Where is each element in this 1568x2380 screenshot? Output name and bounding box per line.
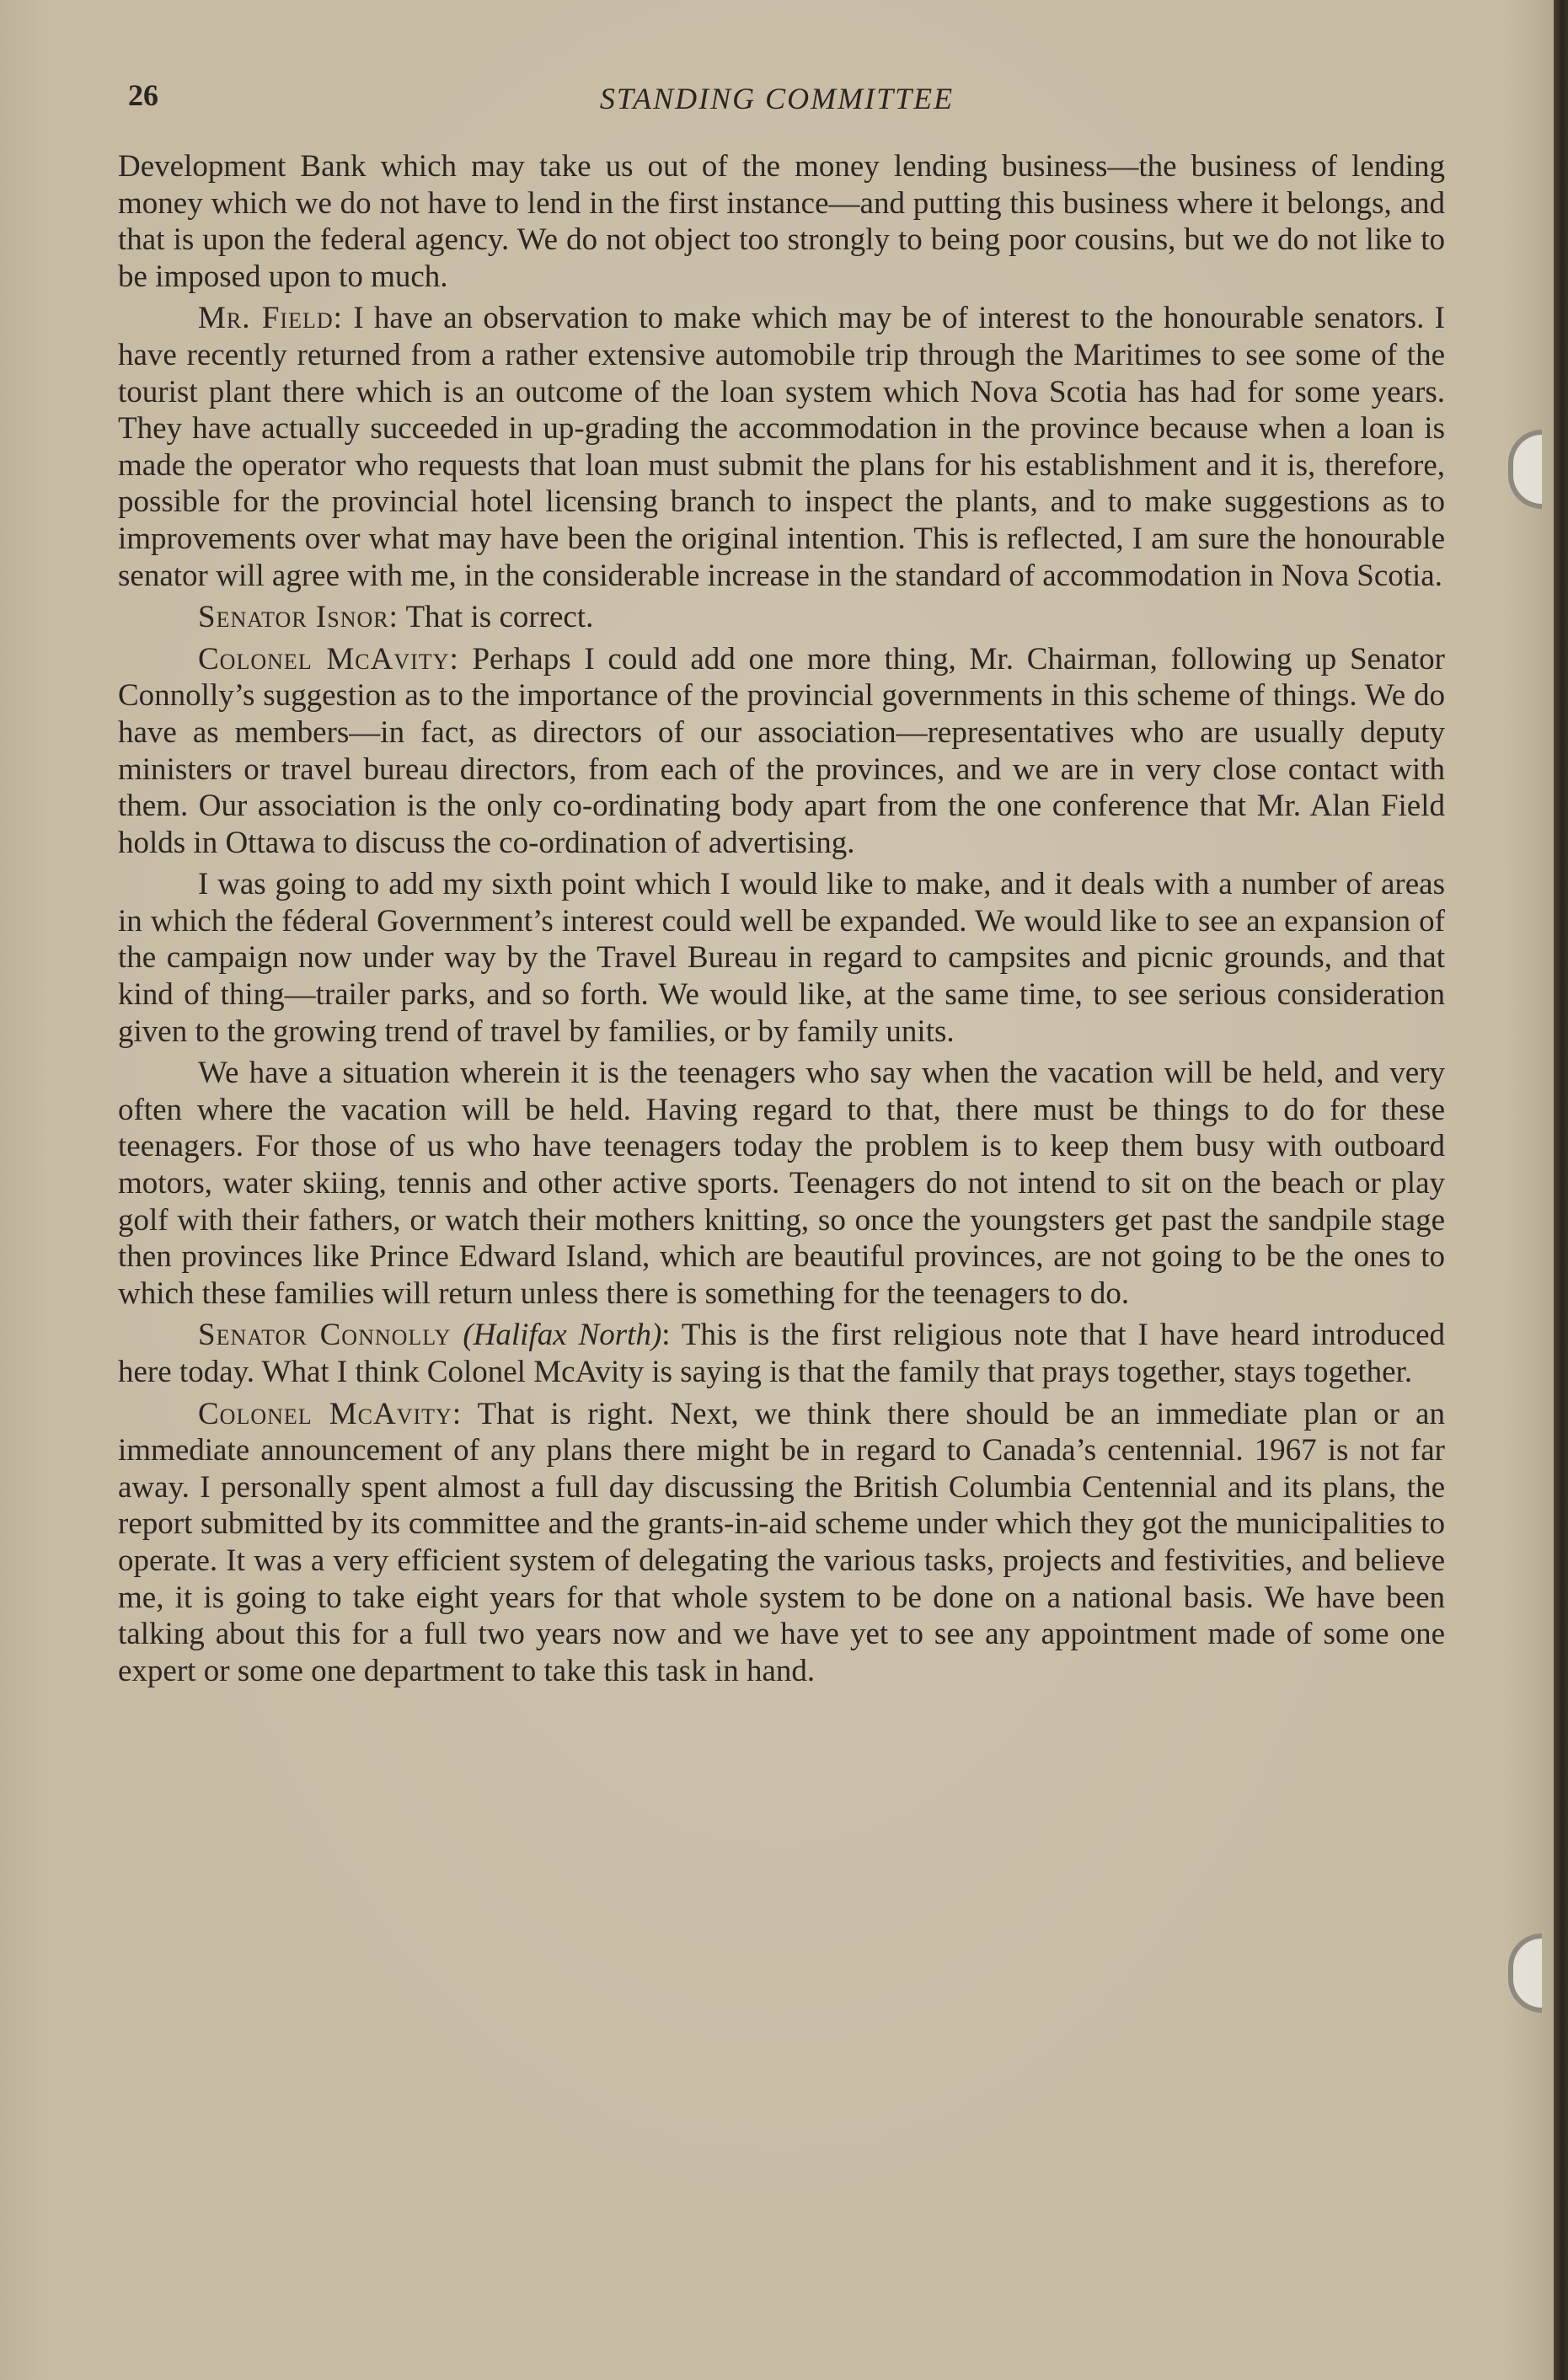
paragraph [118, 1317, 1445, 1390]
paragraph [118, 1396, 1445, 1690]
running-head: STANDING COMMITTEE [599, 82, 955, 115]
paragraph-text: That is right. Next, we think there should be an immediate plan or an immediate announcement of any plans there might be in regard to Canada’s centennial. 1967 is not far away. I personally spent almost a full day discussing the British Columbia Centennial and its plans, the report submitted by its committee and the grants-in-aid scheme under which they got the municipalities to operate. It was a very efficient system of delegating the various tasks, projects and festivities, and believe me, it is going to take eight years for that whole system to be done on a national basis. We have been talking about this for a full two years now and we have yet to see any appointment made of some one expert or some one department to take this task in hand. [118, 1396, 1445, 1688]
speaker-name: Colonel McAvity: [198, 1396, 463, 1431]
paragraph [118, 148, 1445, 295]
paragraph-text: I have an observation to make which may be of interest to the honourable senators. I have recently returned from a rather extensive automobile trip through the Maritimes to see some of the tourist plant there which is an outcome of the loan system which Nova Scotia has had for some years. They have actually succeeded in up-grading the accommodation in the province because when a loan is made the operator who requests that loan must submit the plans for his establishment and it is, therefore, possible for the provincial hotel licensing branch to inspect the plants, and to make suggestions as to improvements over what may have been the original intention. This is reflected, I am sure the honourable senator will agree with me, in the considerable increase in the standard of accommodation in Nova Scotia. [118, 301, 1445, 593]
paragraph [118, 300, 1445, 594]
binder-clip [1508, 430, 1542, 509]
speaker-name: Senator Isnor: [198, 600, 399, 635]
paragraph-text: : This is the first religious note that I have heard introduced here today. What I think Colonel McAvity is saying is that the family that prays together, stays together. [118, 1318, 1445, 1389]
paragraph-text: We have a situation wherein it is the teenagers who say when the vacation will be held, and very often where the vacation will be held. Having regard to that, there must be things to do for these teenagers. For those of us who have teenagers today the problem is to keep them busy with outboard motors, water skiing, tennis and other active sports. Teenagers do not intend to sit on the beach or play golf with their fathers, or watch their mothers knitting, so once the youngsters get past the sandpile stage then provinces like Prince Edward Island, which are beautiful provinces, are not going to be the ones to which these families will return unless there is something for the teenagers to do. [118, 1056, 1445, 1311]
page-number: 26 [128, 78, 158, 112]
page-edge-shadow [1554, 0, 1568, 2380]
binder-clip [1508, 1933, 1542, 2013]
body-text [118, 148, 1445, 1694]
paragraph-text: I was going to add my sixth point which I would like to make, and it deals with a number of areas in which the féderal Government’s interest could well be expanded. We would like to see an expansion of the campaign now under way by the Travel Bureau in regard to campsites and picnic grounds, and that kind of thing—trailer parks, and so forth. We would like, at the same time, to see serious consideration given to the growing trend of travel by families, or by family units. [118, 867, 1445, 1049]
speaker-name: Mr. Field: [198, 301, 343, 336]
paragraph-text: Perhaps I could add one more thing, Mr. Chairman, following up Senator Connolly’s suggestion as to the importance of the provincial governments in this scheme of things. We do have as members—in fact, as directors of our association—representatives who are usually deputy ministers or travel bureau directors, from each of the provinces, and we are in very close contact with them. Our association is the only co-ordinating body apart from the one conference that Mr. Alan Field holds in Ottawa to discuss the co-ordination of advertising. [118, 641, 1445, 860]
paragraph-text: Development Bank which may take us out of the money lending business—the business of lending money which we do not have to lend in the first instance—and putting this business where it belongs, and that is upon the federal agency. We do not object too strongly to being poor cousins, but we do not like to be imposed upon to much. [118, 149, 1445, 294]
paragraph-text: That is correct. [398, 600, 594, 635]
paragraph [118, 866, 1445, 1050]
speaker-constituency: (Halifax North) [463, 1318, 662, 1353]
speaker-name: Senator Connolly [198, 1318, 452, 1353]
paragraph [118, 641, 1445, 862]
speaker-name: Colonel McAvity: [198, 641, 459, 677]
paragraph [118, 599, 1445, 636]
paragraph [118, 1055, 1445, 1312]
